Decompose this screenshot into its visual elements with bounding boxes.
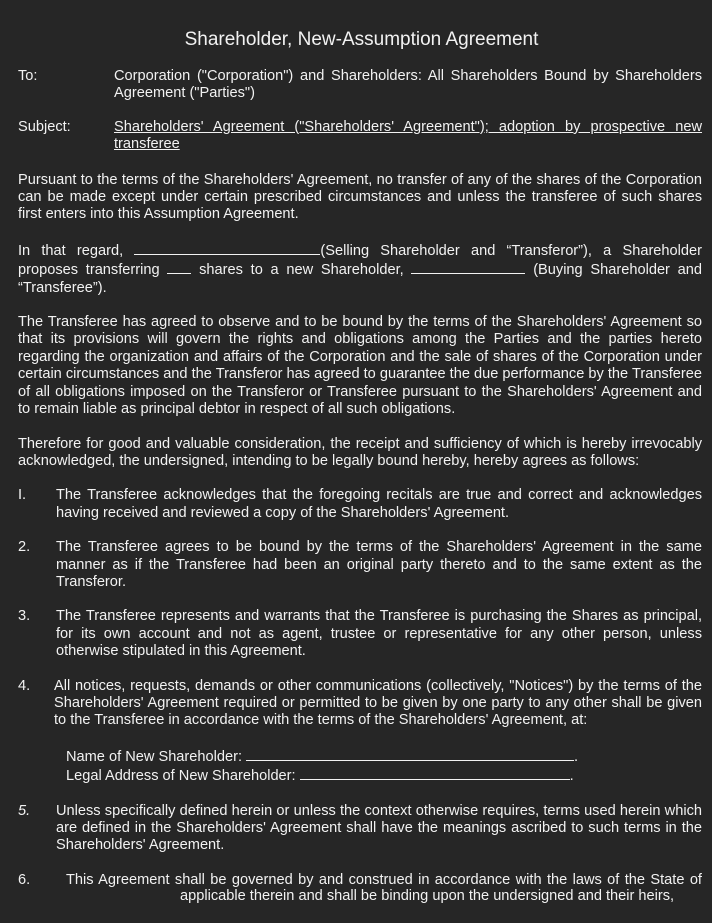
subject-value: Shareholders' Agreement ("Shareholders' Agreement"); adoption by prospective new transferee [114,118,702,153]
field-label: Name of New Shareholder: [66,748,243,765]
paragraph-recital-2 [18,241,702,297]
item-text: Unless specifically defined herein or unless the context otherwise requires, terms used herein which are defined in the Shareholders' Agreement shall have the meanings ascribed to such terms in the Shareholders' Agreement. [56,802,702,854]
notice-address-fields [54,747,702,786]
subject-label: Subject: [18,118,71,135]
document-title: Shareholder, New-Assumption Agreement [184,29,539,50]
item-number: 3. [18,608,31,625]
item-text: The Transferee acknowledges that the foregoing recitals are true and correct and acknowledges having received and reviewed a copy of the Shareholders' Agreement. [56,487,702,521]
new-shareholder-name-input[interactable] [246,747,574,761]
field-end: . [574,748,579,765]
item-text: The Transferee represents and warrants that the Transferee is purchasing the Shares as principal, for its own account and not as agent, trustee or representative for any other person, unless otherwise stipulated in this Agreement. [56,608,702,660]
recital-2-text-d: (Buying Shareholder and “Transferee”). [18,262,703,296]
item-text: The Transferee agrees to be bound by the terms of the Shareholders' Agreement in the same manner as if the Transferee had been an original party thereto and to the same extent as the Transferor. [56,539,702,590]
new-shareholder-address-field [66,766,702,785]
subject-row [18,119,702,154]
item-text-continuation: applicable therein and shall be binding upon the undersigned and their heirs, [180,888,675,905]
agreement-item-5 [18,803,702,855]
to-value: Corporation ("Corporation") and Shareholders: All Shareholders Bound by Shareholders Agreement ("Parties") [114,68,702,102]
item-number: 2. [18,539,31,556]
recital-2-text-b: (Selling Shareholder and “Transferor”), a Shareholder proposes transferring [18,242,702,279]
paragraph-recital-3: The Transferee has agreed to observe and to be bound by the terms of the Shareholders' Agreement so that its provisions will govern the rights and obligations among the Parties and the parties hereto regarding the organization and affairs of the Corporation and the sale of shares of the Corporation under certain circumstances and the Transferor has agreed to guarantee the due performance by the Transferee of all obligations imposed on the Transferor or Transferee pursuant to the Shareholders' Agreement and to remain liable as principal debtor in respect of all such obligations. [18,314,702,418]
document-page [18,0,702,923]
to-label: To: [18,68,38,84]
item-text: This Agreement shall be governed by and construed in accordance with the laws of the State of [66,871,702,888]
agreement-item-4 [18,678,702,786]
item-number: 4. [18,677,31,694]
buying-shareholder-blank[interactable] [411,260,525,274]
share-count-blank[interactable] [167,260,191,274]
agreement-item-3 [18,608,702,660]
recital-2-text-c: shares to a new Shareholder, [199,262,404,279]
paragraph-consideration: Therefore for good and valuable consideration, the receipt and sufficiency of which is hereby irrevocably acknowledged, the undersigned, intending to be legally bound hereby, hereby agrees as follows: [18,435,702,469]
field-label: Legal Address of New Shareholder: [66,768,296,785]
paragraph-recital-1: Pursuant to the terms of the Shareholders' Agreement, no transfer of any of the shares of the Corporation can be made except under certain prescribed circumstances and unless the transferee of such shares first enters into this Assumption Agreement. [18,171,702,223]
selling-shareholder-blank[interactable] [134,241,320,255]
field-end: . [569,768,574,785]
agreement-item-1 [18,487,702,522]
new-shareholder-name-field [66,747,702,766]
recital-2-text-a: In that regard, [18,242,124,259]
item-number: I. [18,487,27,504]
item-body [54,678,702,786]
agreement-item-2 [18,539,702,591]
new-shareholder-address-input[interactable] [300,766,570,780]
item-text: All notices, requests, demands or other communications (collectively, "Notices") by the terms of the Shareholders' Agreement required or permitted to be given by one party to any other shall be given to the Transferee in accordance with the terms of the Shareholders' Agreement, at: [54,677,702,729]
agreement-item-6 [18,872,702,906]
to-row [18,68,702,103]
agreement-items [18,487,702,905]
item-number: 6. [18,871,31,888]
item-number: 5. [18,802,31,819]
